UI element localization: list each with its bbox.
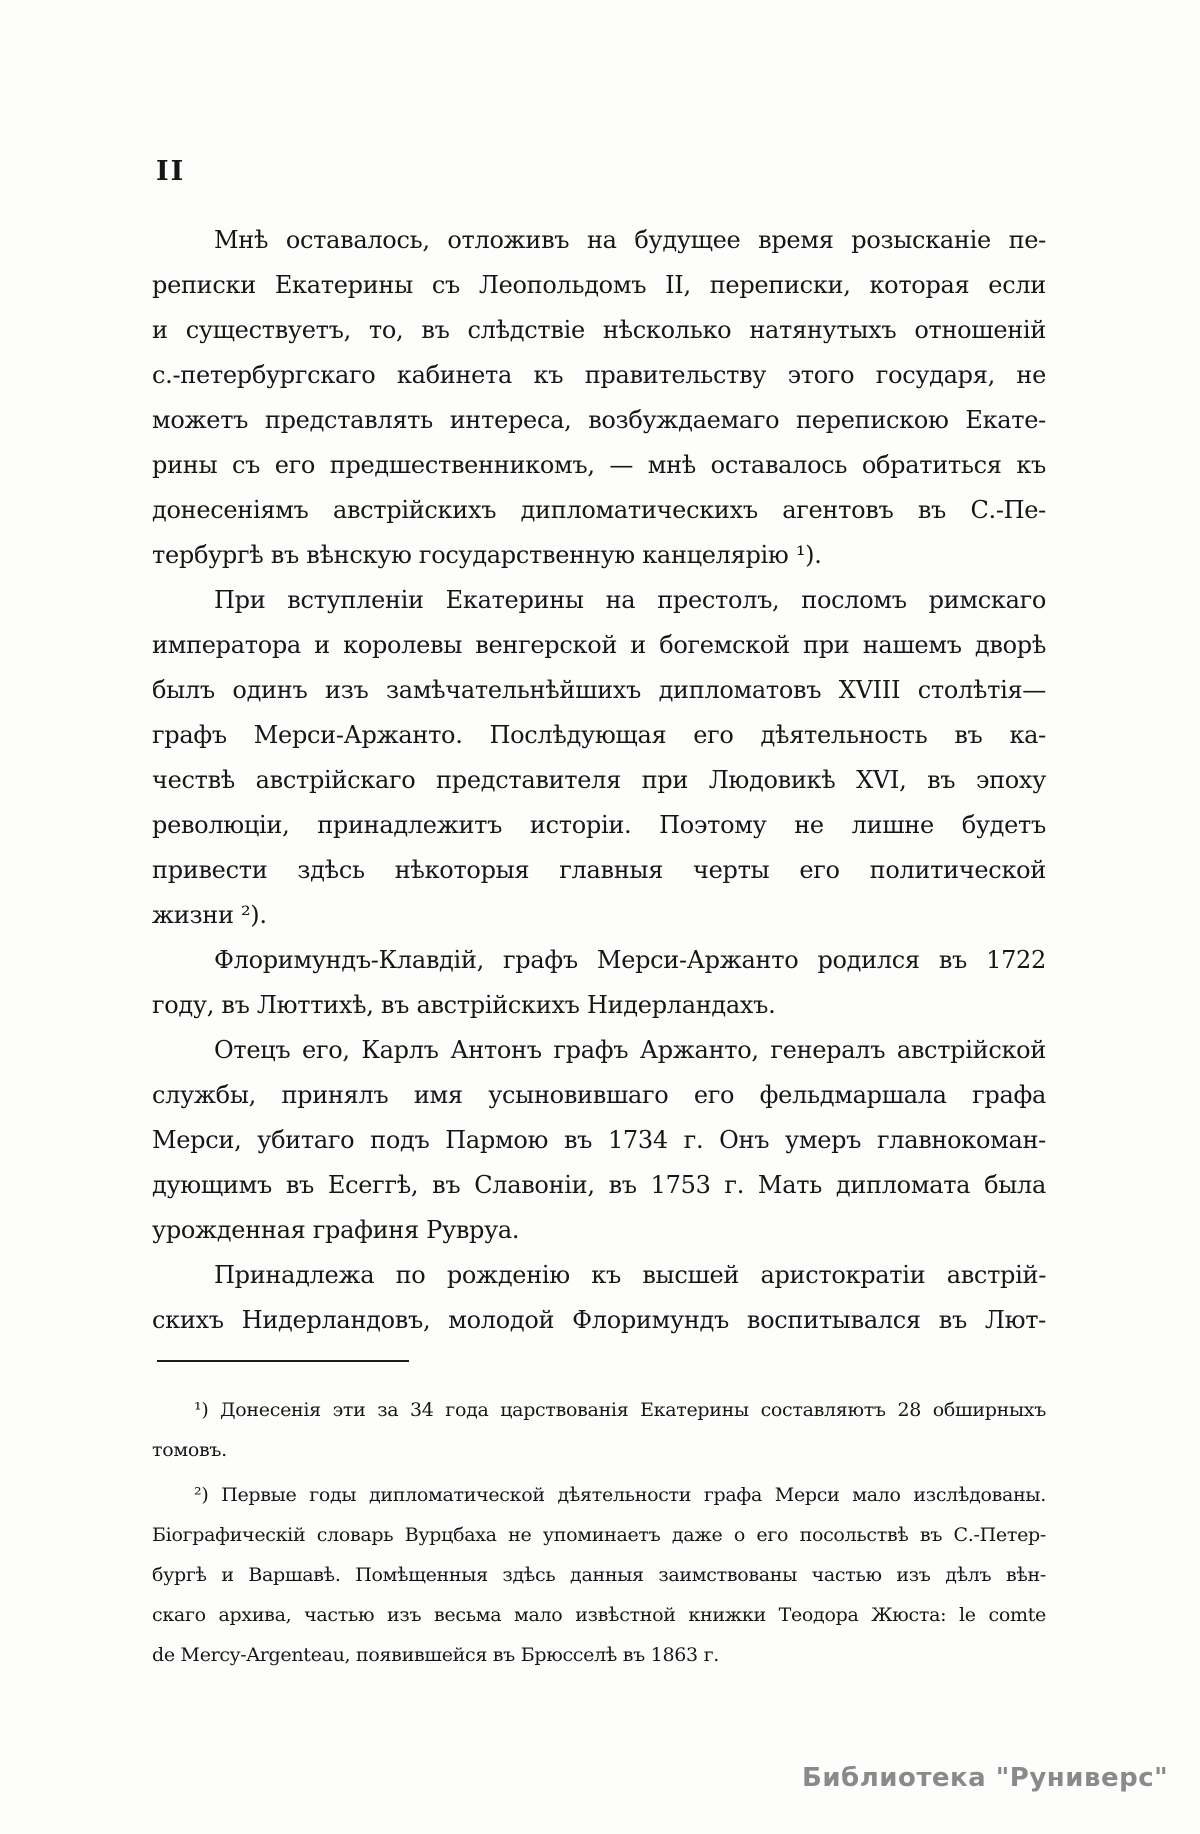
footnote-line: томовъ. — [152, 1439, 227, 1461]
body-line: императора и королевы венгерской и богемской при нашемъ дворѣ — [152, 631, 1046, 659]
body-line: с.-петербургскаго кабинета къ правительству этого государя, не — [152, 361, 1046, 389]
library-watermark: Библиотека "Руниверс" — [802, 1763, 1169, 1793]
body-line: году, въ Люттихѣ, въ австрійскихъ Нидерландахъ. — [152, 991, 776, 1019]
body-line: можетъ представлять интереса, возбуждаемаго перепискою Екате- — [152, 406, 1046, 434]
body-line: Отецъ его, Карлъ Антонъ графъ Аржанто, генералъ австрійской — [214, 1036, 1046, 1064]
footnote-line: ¹) Донесенія эти за 34 года царствованія Екатерины составляютъ 28 обширныхъ — [194, 1399, 1046, 1421]
page-number: II — [156, 156, 186, 187]
footnote-line: скаго архива, частью изъ весьма мало извѣстной книжки Теодора Жюста: le comte — [152, 1604, 1046, 1626]
footnote-line: бургѣ и Варшавѣ. Помѣщенныя здѣсь данныя заимствованы частью изъ дѣлъ вѣн- — [152, 1564, 1046, 1586]
body-line: дующимъ въ Есеггѣ, въ Славоніи, въ 1753 г. Мать дипломата была — [152, 1171, 1046, 1199]
footnote-separator — [157, 1360, 409, 1362]
body-line: службы, принялъ имя усыновившаго его фельдмаршала графа — [152, 1081, 1046, 1109]
body-line: и существуетъ, то, въ слѣдствіе нѣсколько натянутыхъ отношеній — [152, 316, 1046, 344]
body-line: графъ Мерси-Аржанто. Послѣдующая его дѣятельность въ ка- — [152, 721, 1046, 749]
body-line: былъ одинъ изъ замѣчательнѣйшихъ дипломатовъ XVIII столѣтія— — [152, 676, 1046, 704]
footnote-line: de Mercy-Argenteau, появившейся въ Брюсселѣ въ 1863 г. — [152, 1644, 719, 1666]
body-line: реписки Екатерины съ Леопольдомъ II, переписки, которая если — [152, 271, 1046, 299]
footnote-2 — [152, 1475, 1046, 1675]
body-line: Принадлежа по рожденію къ высшей аристократіи австрій- — [214, 1261, 1046, 1289]
body-line: Мнѣ оставалось, отложивъ на будущее время розысканіе пе- — [214, 226, 1046, 254]
body-line: чествѣ австрійскаго представителя при Людовикѣ XVI, въ эпоху — [152, 766, 1046, 794]
body-line: революціи, принадлежитъ исторіи. Поэтому не лишне будетъ — [152, 811, 1046, 839]
body-line: донесеніямъ австрійскихъ дипломатическихъ агентовъ въ С.-Пе- — [152, 496, 1046, 524]
body-line: При вступленіи Екатерины на престолъ, посломъ римскаго — [214, 586, 1046, 614]
body-line: Флоримундъ-Клавдій, графъ Мерси-Аржанто родился въ 1722 — [214, 946, 1046, 974]
body-line: тербургѣ въ вѣнскую государственную канцелярію ¹). — [152, 541, 822, 569]
footnote-line: ²) Первые годы дипломатической дѣятельности графа Мерси мало изслѣдованы. — [194, 1484, 1046, 1506]
footnote-line: Біографическій словарь Вурцбаха не упоминаетъ даже о его посольствѣ въ С.-Петер- — [152, 1524, 1046, 1546]
body-line: рины съ его предшественникомъ, — мнѣ оставалось обратиться къ — [152, 451, 1046, 479]
body-line: привести здѣсь нѣкоторыя главныя черты его политической — [152, 856, 1046, 884]
body-line: жизни ²). — [152, 901, 267, 929]
body-line: скихъ Нидерландовъ, молодой Флоримундъ воспитывался въ Лют- — [152, 1306, 1046, 1334]
body-line: урожденная графиня Рувруа. — [152, 1216, 520, 1244]
footnote-1 — [152, 1390, 1046, 1470]
body-text — [152, 218, 1046, 1343]
body-line: Мерси, убитаго подъ Пармою въ 1734 г. Онъ умеръ главнокоман- — [152, 1126, 1046, 1154]
footnotes — [152, 1390, 1046, 1675]
